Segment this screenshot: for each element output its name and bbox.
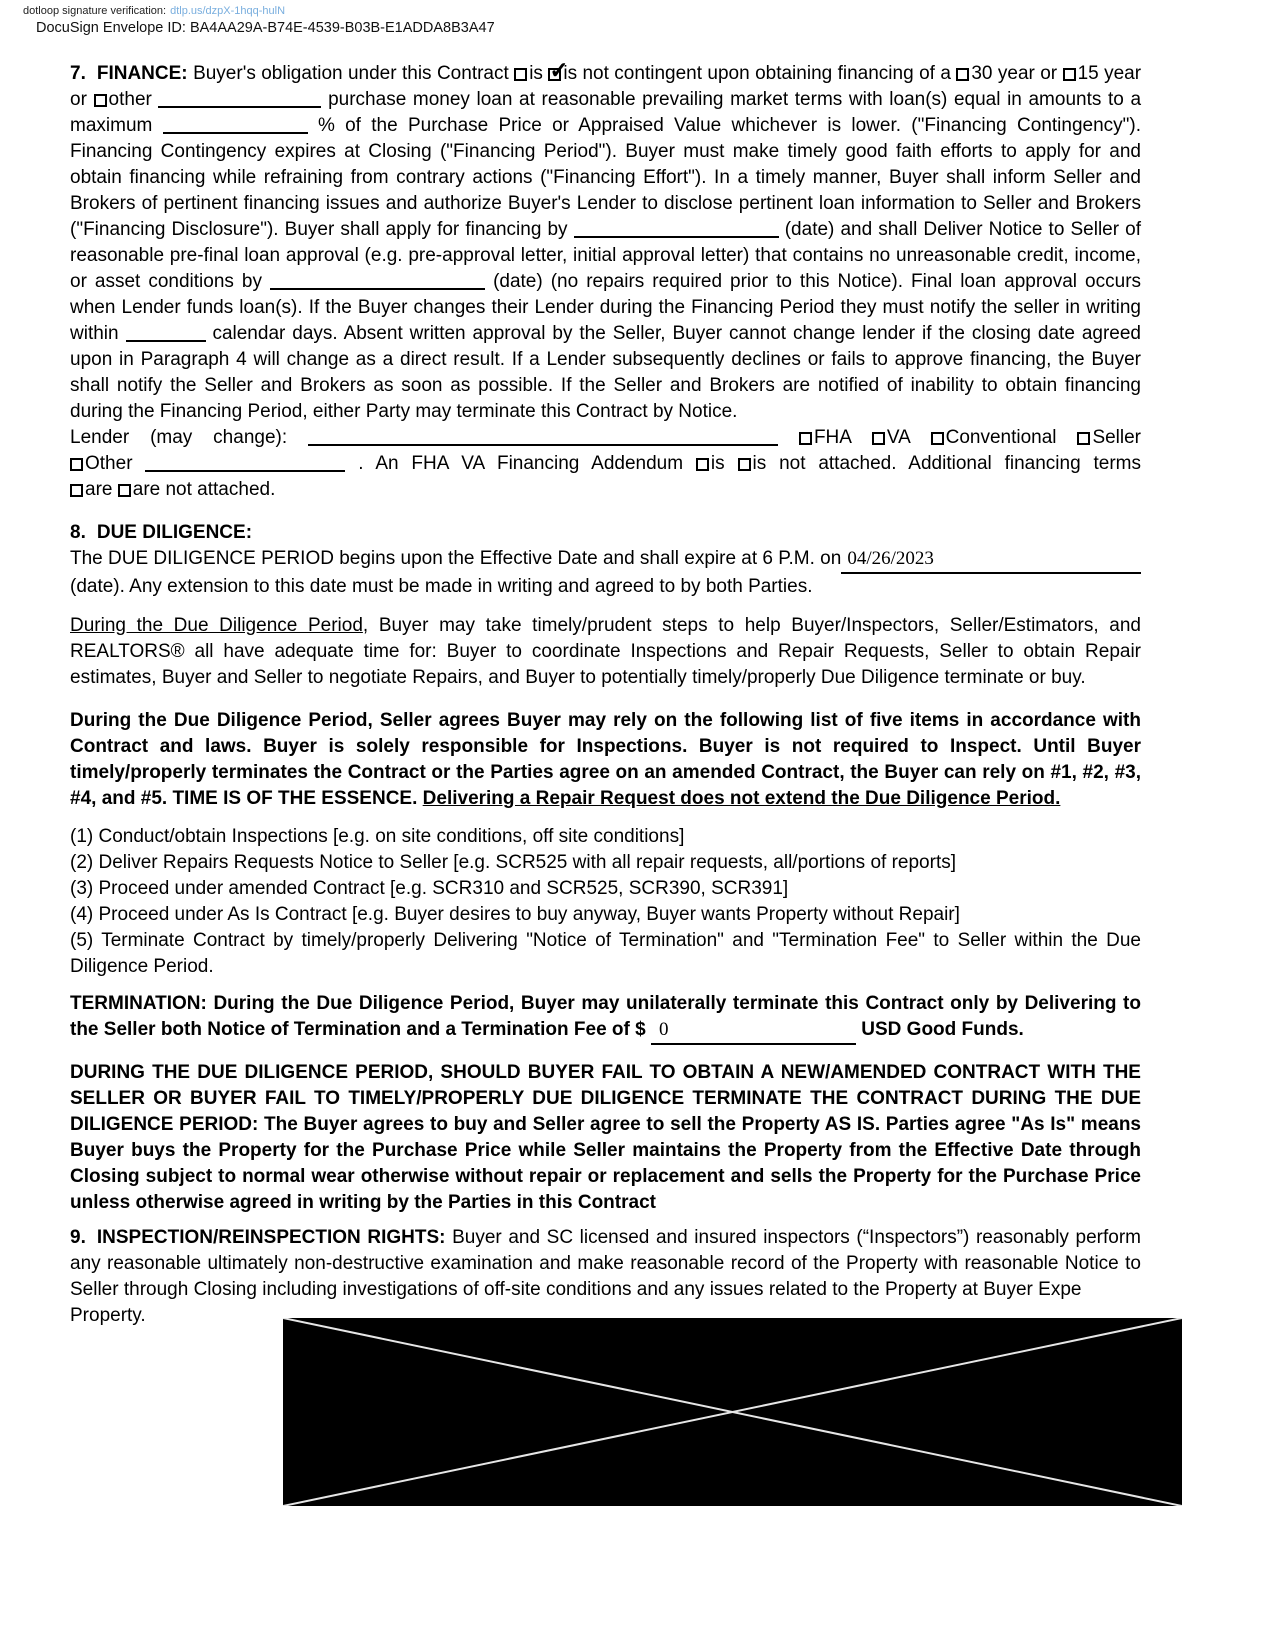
checkbox-15-year[interactable] [1063,68,1076,81]
due-diligence-steps-list [70,824,1141,980]
list-item-2: (2) Deliver Repairs Requests Notice to Seller [e.g. SCR525 with all repair requests, all/portions of reports] [70,852,956,873]
blank-other-loan-type[interactable] [158,91,321,108]
inspection-paragraph [70,1225,1141,1303]
inspection-section-title: INSPECTION/REINSPECTION RIGHTS: [96,1227,446,1248]
termination-text-pre: TERMINATION: During the Due Diligence Period, Buyer may unilaterally terminate this Contract only by Delivering to the Seller both Notice of Termination and a Termination Fee of $ [70,993,1141,1040]
field-termination-fee[interactable] [651,1017,856,1045]
due-diligence-heading [70,520,1141,546]
list-item-4: (4) Proceed under As Is Contract [e.g. Buyer desires to buy anyway, Buyer wants Property without Repair] [70,904,960,925]
checkbox-addendum-not-attached[interactable] [738,458,751,471]
finance-text-6: calendar days. Absent written approval by the Seller, Buyer cannot change lender if the closing date agreed upon in Paragraph 4 will change as a direct result. If a Lender subsequently declines or fails to approve financing, the Buyer shall notify the Seller and Brokers as soon as possible. If the Seller and Brokers are notified of inability to obtain financing during the Financing Period, either Party may terminate this Contract by Notice. [70,323,1141,422]
due-diligence-section-number: 8. [70,522,86,543]
rely-bold-text: During the Due Diligence Period, Seller agrees Buyer may rely on the following list of five items in accordance with Contract and laws. Buyer is solely responsible for Inspections. Buyer is not required to Inspect. Until Buyer timely/properly terminates the Contract or the Parties agree on an amended Contract, the Buyer can rely on #1, #2, #3, #4, and #5. TIME IS OF THE ESSENCE. [70,710,1141,809]
blank-lender-name[interactable] [308,429,778,446]
blank-max-loan-percent[interactable] [163,117,308,134]
termination-text-post: USD Good Funds. [861,1019,1024,1040]
checkbox-terms-attached[interactable] [70,484,83,497]
finance-text-3: % of the Purchase Price or Appraised Value whichever is lower. ("Financing Contingency"). Financing Contingency expires at Closing ("Financing Period"). Buyer must make timely good faith efforts to apply for and obtain financing while refraining from contrary actions ("Financing Effort"). In a timely manner, Buyer shall inform Seller and Brokers of pertinent financing issues and authorize Buyer's Lender to disclose pertinent loan information to Seller and Brokers ("Financing Disclosure"). Buyer shall apply for financing by [70,115,1142,240]
finance-text-1: Buyer's obligation under this Contract [193,63,509,84]
terms-attached-line [70,477,1141,503]
checkbox-terms-attached-label: are [85,479,113,500]
expiry-text: The DUE DILIGENCE PERIOD begins upon the Effective Date and shall expire at 6 P.M. on [70,548,842,569]
due-diligence-section-title: DUE DILIGENCE: [96,522,253,543]
expiry-date-note: (date). Any extension to this date must be made in writing and agreed to by both Parties. [70,576,813,597]
list-item-1: (1) Conduct/obtain Inspections [e.g. on site conditions, off site conditions] [70,826,685,847]
due-diligence-expiry-line [70,546,1141,574]
checkbox-addendum-attached[interactable] [696,458,709,471]
finance-paragraph [70,57,1142,425]
checkbox-conventional-label: Conventional [945,427,1057,448]
checkbox-financing-contingent[interactable] [514,68,527,81]
blank-apply-financing-date[interactable] [574,221,779,238]
expiry-date-value: 04/26/2023 [847,548,934,569]
checkbox-seller-financing[interactable] [1077,432,1090,445]
list-item-3: (3) Proceed under amended Contract [e.g. SCR310 and SCR525, SCR390, SCR391] [70,878,789,899]
finance-text-5: (date) (no repairs required prior to this Notice). Final loan approval occurs when Lender funds loan(s). If the Buyer changes their Lender during the Financing Period they must notify the seller in writing within [70,271,1142,344]
inspection-section-number: 9. [70,1227,86,1248]
checkbox-addendum-not-attached-label: is not attached. Additional financing terms [752,453,1142,474]
checkbox-other-financing-label: Other [85,453,133,474]
checkbox-fha-label: FHA [813,427,851,448]
addendum-text: . An FHA VA Financing Addendum [358,453,684,474]
finance-text-2: purchase money loan at reasonable prevailing market terms with loan(s) equal in amounts to a maximum [70,89,1142,136]
lender-label: Lender (may change): [70,427,288,448]
dotloop-verification-label: dotloop signature verification: [23,5,167,17]
checkbox-conventional[interactable] [931,432,944,445]
blank-loan-approval-date[interactable] [270,273,485,290]
termination-paragraph [70,991,1141,1045]
checkbox-financing-contingent-label: is [529,63,543,84]
checkbox-30-year-label: 30 year or [971,63,1058,84]
checkbox-terms-not-attached[interactable] [118,484,131,497]
blank-lender-change-days[interactable] [126,325,206,342]
checkbox-other-financing[interactable] [70,458,83,471]
checkbox-va-label: VA [886,427,910,448]
inspection-body-text: Buyer and SC licensed and insured inspectors (“Inspectors”) reasonably perform any reasonable ultimately non-destructive examination and make reasonable record of the Property with reasonable Notice to Seller through Closing including investigations of off-site conditions and any issues related to the Property at Buyer Expe [70,1227,1141,1300]
finance-section-title: FINANCE: [96,63,188,84]
inspection-tail-text: Property. [70,1305,146,1326]
intro-rest-text: , Buyer may take timely/prudent steps to help Buyer/Inspectors, Seller/Estimators, and REALTORS® all have adequate time for: Buyer to coordinate Inspections and Repair Requests, Seller to obtain Repair estimates, Buyer and Seller to negotiate Repairs, and Buyer to potentially timely/properly Due Diligence terminate or buy. [70,615,1141,688]
checkbox-30-year[interactable] [956,68,969,81]
checkbox-15-year-label: 15 year or [70,63,1142,110]
checkbox-financing-not-contingent[interactable] [548,57,569,83]
intro-underlined-text: During the Due Diligence Period [70,615,363,636]
field-expiry-date[interactable] [841,546,1141,574]
dotloop-verification-link[interactable]: dtlp.us/dzpX-1hqq-hulN [170,5,286,17]
contract-body [70,57,1142,1329]
checkbox-terms-not-attached-label: are not attached. [132,479,276,500]
redaction-box [283,1318,1182,1506]
checkbox-other-loan-label: other [108,89,152,110]
due-diligence-intro-paragraph [70,613,1141,691]
checkbox-va[interactable] [872,432,885,445]
checkbox-other-loan[interactable] [94,94,107,107]
checkbox-fha[interactable] [799,432,812,445]
as-is-paragraph: DURING THE DUE DILIGENCE PERIOD, SHOULD BUYER FAIL TO OBTAIN A NEW/AMENDED CONTRACT WITH THE SELLER OR BUYER FAIL TO TIMELY/PROPERLY DUE DILIGENCE TERMINATE THE CONTRACT DURING THE DUE DILIGENCE PERIOD: The Buyer agrees to buy and Seller agree to sell the Property AS IS. Parties agree "As Is" means Buyer buys the Property for the Purchase Price while Seller maintains the Property from the Effective Date through Closing subject to normal wear otherwise without repair or replacement and sells the Property for the Purchase Price unless otherwise agreed in writing by the Parties in this Contract [70,1062,1141,1213]
list-item-5: (5) Terminate Contract by timely/properly Delivering "Notice of Termination" and "Termination Fee" to Seller within the Due Diligence Period. [70,930,1141,977]
docusign-envelope-id: DocuSign Envelope ID: BA4AA29A-B74E-4539-B03B-E1ADDA8B3A47 [36,20,495,36]
checkbox-financing-not-contingent-label: is not contingent upon obtaining financing of a [563,63,951,84]
redaction-x [283,1318,1182,1506]
rely-underlined-text: Delivering a Repair Request does not extend the Due Diligence Period. [422,788,1061,809]
lender-line [70,425,1141,451]
finance-section-number: 7. [70,63,86,84]
other-financing-line [70,451,1141,477]
checkbox-addendum-attached-label: is [710,453,725,474]
termination-fee-value: 0 [658,1019,669,1040]
dotloop-verification [23,5,285,17]
checkbox-seller-financing-label: Seller [1092,427,1142,448]
blank-other-financing-desc[interactable] [145,455,345,472]
checkmark-icon: ✓ [549,57,569,83]
due-diligence-rely-paragraph [70,708,1141,812]
finance-text-4: (date) and shall Deliver Notice to Seller of reasonable pre-final loan approval (e.g. pre-approval letter, initial approval letter) that contains no unreasonable credit, income, or asset conditions by [70,219,1142,292]
